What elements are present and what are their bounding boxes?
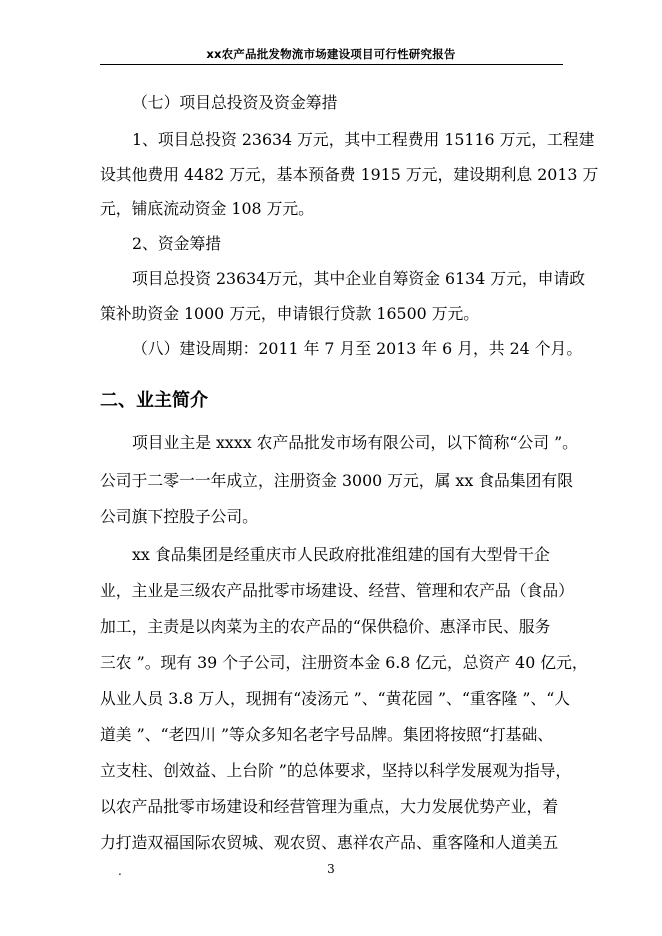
header-divider	[100, 64, 563, 65]
paragraph-line: 设其他费用 4482 万元，基本预备费 1915 万元，建设期利息 2013 万	[100, 165, 599, 184]
paragraph-line: xx 食品集团是经重庆市人民政府批准组建的国有大型骨干企	[132, 545, 550, 564]
section-heading-number: 二、	[100, 390, 136, 411]
paragraph-line: 元，铺底流动资金 108 万元。	[100, 199, 314, 218]
paragraph-line: 项目业主是 xxxx 农产品批发市场有限公司，以下简称“公司 ”。	[132, 433, 578, 452]
section-heading-text: 业主简介	[136, 390, 208, 411]
subsection-title: 2、资金筹措	[132, 234, 222, 253]
paragraph-line: 1、项目总投资 23634 万元，其中工程费用 15116 万元，工程建	[132, 130, 595, 149]
page-number: 3	[327, 862, 335, 876]
running-header-title: xx农产品批发物流市场建设项目可行性研究报告	[206, 47, 456, 61]
paragraph-line: 道美 ”、“老四川 ”等众多知名老字号品牌。集团将按照“打基础、	[100, 725, 554, 744]
section-7-title: （七）项目总投资及资金筹措	[132, 93, 338, 112]
paragraph-line: 业，主业是三级农产品批零市场建设、经营、管理和农产品（食品）	[100, 581, 574, 600]
paragraph-line: 项目总投资 23634万元，其中企业自筹资金 6134 万元，申请政	[132, 269, 586, 288]
footer-dot: .	[118, 864, 122, 878]
section-heading	[100, 389, 208, 413]
paragraph-line: 加工，主责是以肉菜为主的农产品的“保供稳价、惠泽市民、服务	[100, 617, 551, 636]
paragraph-line: 公司旗下控股子公司。	[100, 507, 258, 526]
paragraph-line: 力打造双福国际农贸城、观农贸、惠祥农产品、重客隆和人道美五	[100, 833, 559, 852]
paragraph-line: 从业人员 3.8 万人，现拥有“凌汤元 ”、“黄花园 ”、“重客隆 ”、“人	[100, 689, 571, 708]
paragraph-line: 以农产品批零市场建设和经营管理为重点，大力发展优势产业，着	[100, 797, 559, 816]
paragraph-line: 立支柱、创效益、上台阶 ”的总体要求，坚持以科学发展观为指导，	[100, 761, 572, 780]
paragraph-line: 公司于二零一一年成立，注册资金 3000 万元，属 xx 食品集团有限	[100, 471, 574, 490]
paragraph-line: 三农 ”。现有 39 个子公司，注册资本金 6.8 亿元，总资产 40 亿元，	[100, 653, 588, 672]
paragraph-line: 策补助资金 1000 万元，申请银行贷款 16500 万元。	[100, 304, 480, 323]
section-8-line: （八）建设周期：2011 年 7 月至 2013 年 6 月，共 24 个月。	[132, 339, 583, 358]
